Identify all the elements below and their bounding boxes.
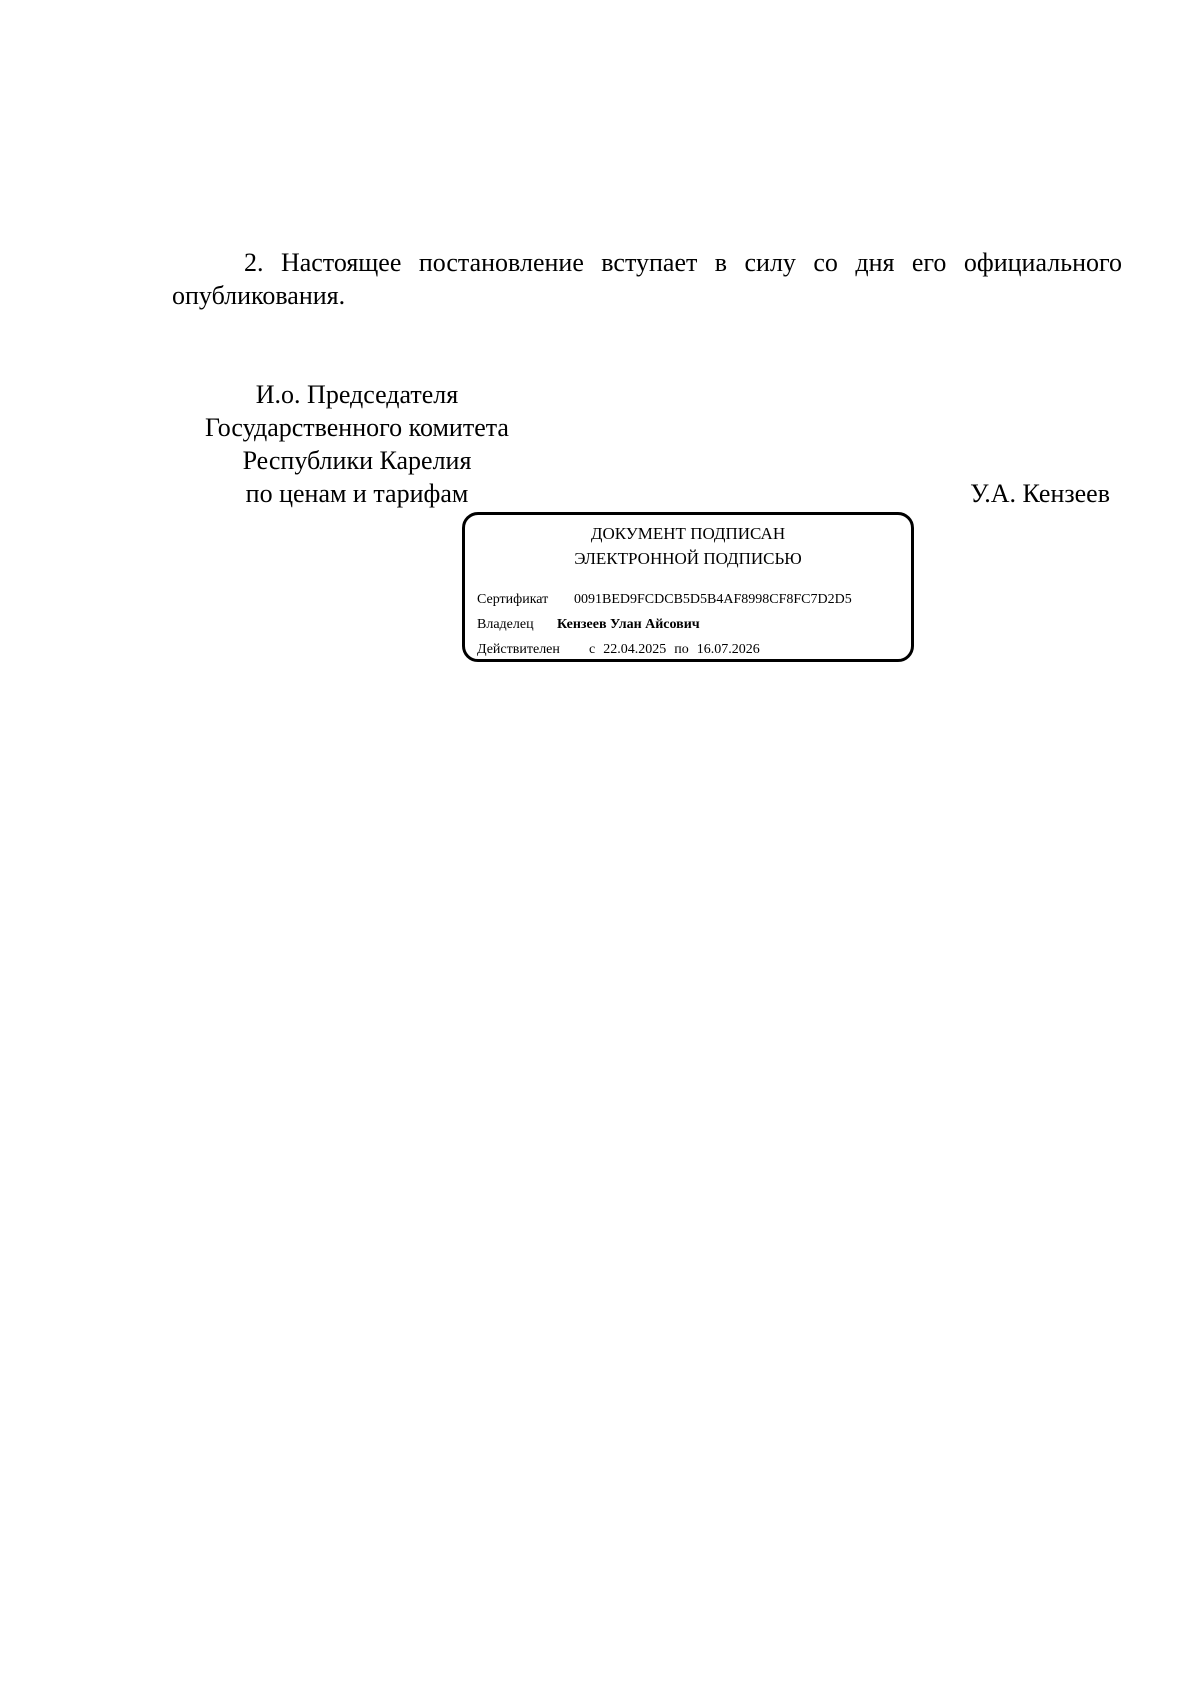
stamp-owner-row [477, 616, 700, 634]
electronic-signature-stamp [462, 512, 914, 662]
signatory-title-line: И.о. Председателя [255, 380, 459, 409]
certificate-label: Сертификат [477, 592, 549, 607]
valid-to-date: 16.07.2026 [696, 642, 760, 657]
valid-from-prefix: с [589, 642, 596, 657]
stamp-title-line: ЭЛЕКТРОННОЙ ПОДПИСЬЮ [574, 549, 802, 568]
certificate-value: 0091BED9FCDCB5D5B4AF8998CF8FC7D2D5 [574, 592, 852, 607]
signatory-title-line: по ценам и тарифам [245, 479, 469, 508]
stamp-title-line: ДОКУМЕНТ ПОДПИСАН [590, 524, 786, 543]
valid-to-prefix: по [674, 642, 689, 657]
signatory-title-line: Республики Карелия [242, 446, 472, 475]
stamp-validity-row [477, 641, 760, 659]
signatory-title-block [182, 378, 532, 510]
signer-name: У.А. Кензеев [970, 479, 1110, 508]
clause-paragraph: 2. Настоящее постановление вступает в силу со дня его официального опубликования. [172, 248, 1122, 310]
stamp-certificate-row [477, 591, 852, 609]
owner-value: Кензеев Улан Айсович [557, 617, 700, 632]
signatory-title-line: Государственного комитета [205, 413, 509, 442]
validity-label: Действителен [477, 642, 560, 657]
valid-from-date: 22.04.2025 [603, 642, 667, 657]
owner-label: Владелец [477, 617, 534, 632]
